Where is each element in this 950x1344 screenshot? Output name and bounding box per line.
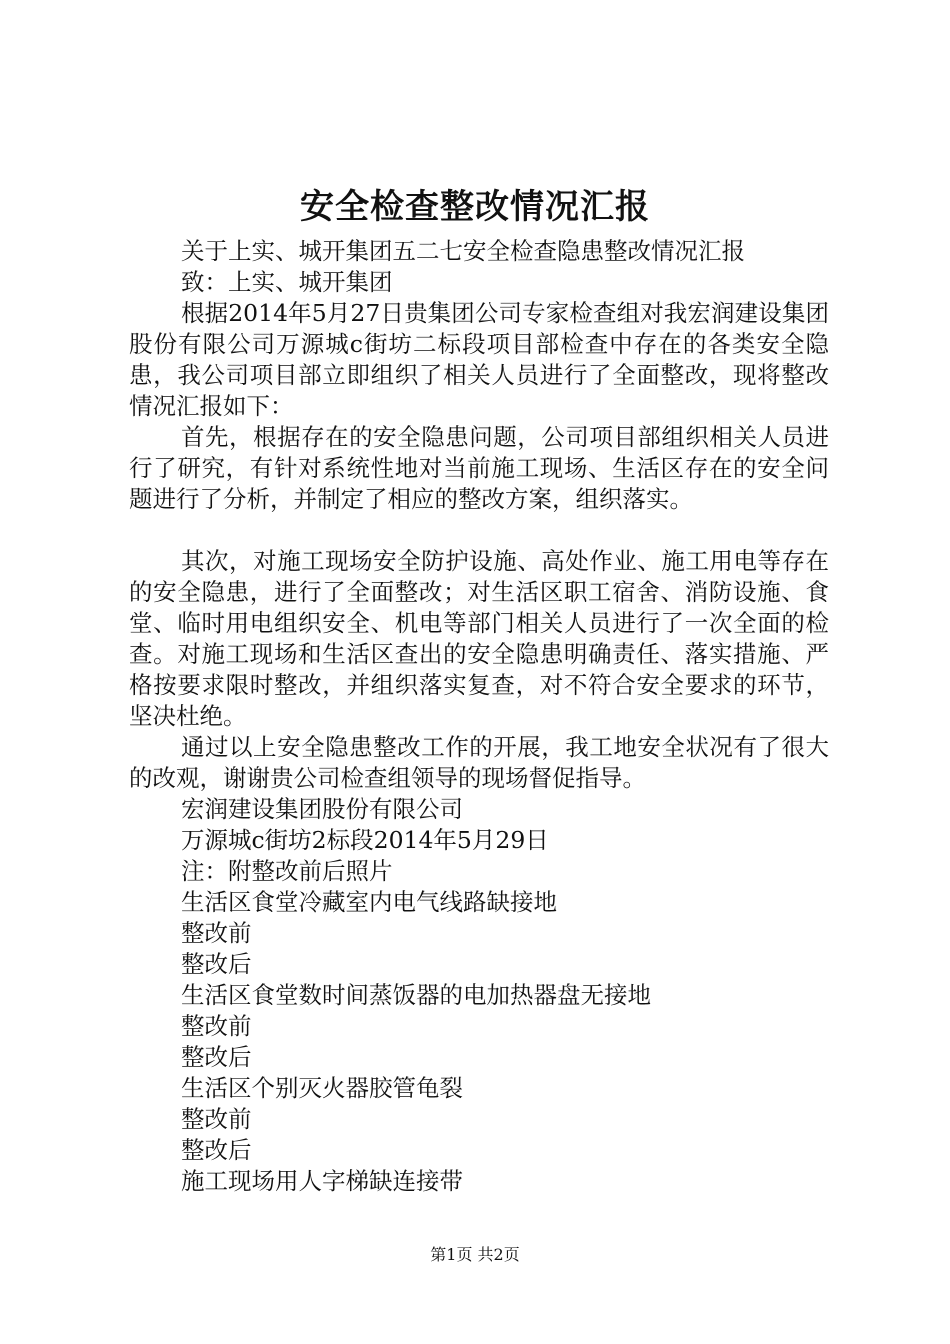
attachment-item: 整改后 bbox=[181, 1136, 252, 1164]
document-title: 安全检查整改情况汇报 bbox=[300, 187, 650, 227]
paragraph-intro: 根据2014年5月27日贵集团公司专家检查组对我宏润建设集团股份有限公司万源城c街坊二标段项目部检查中存在的各类安全隐患，我公司项目部立即组织了相关人员进行了全面整改，现将整改情况汇报如下： bbox=[129, 299, 829, 420]
attachment-item: 整改前 bbox=[181, 919, 252, 947]
recipient-line: 致：上实、城开集团 bbox=[181, 268, 393, 296]
signature-project-date: 万源城c街坊2标段2014年5月29日 bbox=[181, 826, 549, 854]
document-body bbox=[129, 236, 829, 1197]
attachment-item: 生活区个别灭火器胶管龟裂 bbox=[181, 1074, 463, 1102]
paragraph-second: 其次，对施工现场安全防护设施、高处作业、施工用电等存在的安全隐患，进行了全面整改；对生活区职工宿舍、消防设施、食堂、临时用电组织安全、机电等部门相关人员进行了一次全面的检查。对施工现场和生活区查出的安全隐患明确责任、落实措施、严格按要求限时整改，并组织落实复查，对不符合安全要求的环节，坚决杜绝。 bbox=[129, 547, 829, 730]
paragraph-first: 首先，根据存在的安全隐患问题，公司项目部组织相关人员进行了研究，有针对系统性地对当前施工现场、生活区存在的安全问题进行了分析，并制定了相应的整改方案，组织落实。 bbox=[129, 423, 829, 513]
paragraph-closing: 通过以上安全隐患整改工作的开展，我工地安全状况有了很大的改观，谢谢贵公司检查组领导的现场督促指导。 bbox=[129, 733, 829, 792]
attachment-note: 注：附整改前后照片 bbox=[181, 857, 393, 885]
page-footer: 第1页 共2页 bbox=[430, 1245, 520, 1264]
attachment-item: 整改后 bbox=[181, 950, 252, 978]
attachment-item: 整改后 bbox=[181, 1043, 252, 1071]
attachment-item: 生活区食堂数时间蒸饭器的电加热器盘无接地 bbox=[181, 981, 651, 1009]
attachment-item: 施工现场用人字梯缺连接带 bbox=[181, 1167, 463, 1195]
attachment-item: 生活区食堂冷藏室内电气线路缺接地 bbox=[181, 888, 557, 916]
signature-company: 宏润建设集团股份有限公司 bbox=[181, 795, 463, 823]
subject-line: 关于上实、城开集团五二七安全检查隐患整改情况汇报 bbox=[181, 237, 745, 265]
attachment-item: 整改前 bbox=[181, 1105, 252, 1133]
paragraph-spacer bbox=[129, 515, 829, 546]
attachment-item: 整改前 bbox=[181, 1012, 252, 1040]
